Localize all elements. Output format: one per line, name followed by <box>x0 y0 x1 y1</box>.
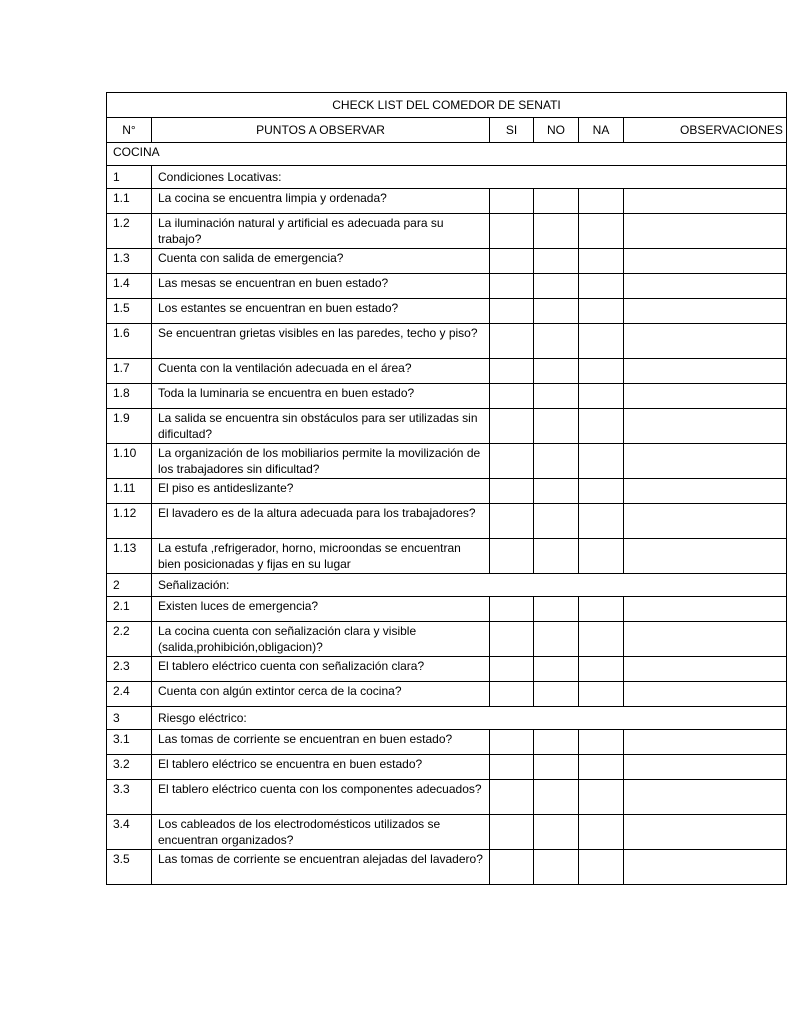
na-cell[interactable] <box>579 324 624 359</box>
item-number: 1.8 <box>107 384 152 409</box>
na-cell[interactable] <box>579 622 624 657</box>
no-cell[interactable] <box>534 214 579 249</box>
document-title: CHECK LIST DEL COMEDOR DE SENATI <box>107 93 787 118</box>
observaciones-cell[interactable] <box>624 504 787 539</box>
checklist-sheet <box>106 92 786 885</box>
no-cell[interactable] <box>534 189 579 214</box>
no-cell[interactable] <box>534 504 579 539</box>
table-row <box>107 850 787 885</box>
group-row <box>107 574 787 597</box>
no-cell[interactable] <box>534 444 579 479</box>
item-text: El lavadero es de la altura adecuada para los trabajadores? <box>152 504 490 539</box>
table-row <box>107 359 787 384</box>
item-number: 1.2 <box>107 214 152 249</box>
observaciones-cell[interactable] <box>624 815 787 850</box>
table-row <box>107 274 787 299</box>
item-text: El piso es antideslizante? <box>152 479 490 504</box>
na-cell[interactable] <box>579 504 624 539</box>
si-cell[interactable] <box>490 359 534 384</box>
na-cell[interactable] <box>579 384 624 409</box>
group-label: Riesgo eléctrico: <box>152 707 787 730</box>
table-row <box>107 189 787 214</box>
observaciones-cell[interactable] <box>624 730 787 755</box>
table-row <box>107 299 787 324</box>
na-cell[interactable] <box>579 274 624 299</box>
item-number: 1.3 <box>107 249 152 274</box>
na-cell[interactable] <box>579 597 624 622</box>
observaciones-cell[interactable] <box>624 479 787 504</box>
table-row <box>107 597 787 622</box>
header-no: NO <box>534 118 579 143</box>
observaciones-cell[interactable] <box>624 444 787 479</box>
item-number: 1.5 <box>107 299 152 324</box>
table-row <box>107 622 787 657</box>
no-cell[interactable] <box>534 324 579 359</box>
no-cell[interactable] <box>534 850 579 885</box>
table-row <box>107 384 787 409</box>
table-row <box>107 755 787 780</box>
na-cell[interactable] <box>579 815 624 850</box>
observaciones-cell[interactable] <box>624 299 787 324</box>
na-cell[interactable] <box>579 479 624 504</box>
no-cell[interactable] <box>534 730 579 755</box>
na-cell[interactable] <box>579 359 624 384</box>
no-cell[interactable] <box>534 409 579 444</box>
si-cell[interactable] <box>490 780 534 815</box>
na-cell[interactable] <box>579 249 624 274</box>
table-row <box>107 249 787 274</box>
no-cell[interactable] <box>534 597 579 622</box>
table-row <box>107 730 787 755</box>
no-cell[interactable] <box>534 657 579 682</box>
observaciones-cell[interactable] <box>624 274 787 299</box>
si-cell[interactable] <box>490 755 534 780</box>
item-text: La iluminación natural y artificial es adecuada para su trabajo? <box>152 214 490 249</box>
item-text: El tablero eléctrico se encuentra en buen estado? <box>152 755 490 780</box>
no-cell[interactable] <box>534 815 579 850</box>
item-number: 3.5 <box>107 850 152 885</box>
si-cell[interactable] <box>490 214 534 249</box>
item-number: 1.11 <box>107 479 152 504</box>
si-cell[interactable] <box>490 409 534 444</box>
item-text: La salida se encuentra sin obstáculos para ser utilizadas sin dificultad? <box>152 409 490 444</box>
no-cell[interactable] <box>534 780 579 815</box>
no-cell[interactable] <box>534 249 579 274</box>
si-cell[interactable] <box>490 682 534 707</box>
observaciones-cell[interactable] <box>624 409 787 444</box>
item-text: Cuenta con algún extintor cerca de la cocina? <box>152 682 490 707</box>
item-number: 2.1 <box>107 597 152 622</box>
observaciones-cell[interactable] <box>624 359 787 384</box>
na-cell[interactable] <box>579 539 624 574</box>
no-cell[interactable] <box>534 539 579 574</box>
observaciones-cell[interactable] <box>624 682 787 707</box>
si-cell[interactable] <box>490 539 534 574</box>
table-row <box>107 409 787 444</box>
item-text: Los estantes se encuentran en buen estado? <box>152 299 490 324</box>
si-cell[interactable] <box>490 850 534 885</box>
table-row <box>107 479 787 504</box>
observaciones-cell[interactable] <box>624 755 787 780</box>
item-text: El tablero eléctrico cuenta con los componentes adecuados? <box>152 780 490 815</box>
item-number: 3.2 <box>107 755 152 780</box>
item-text: El tablero eléctrico cuenta con señalización clara? <box>152 657 490 682</box>
item-number: 1.1 <box>107 189 152 214</box>
item-number: 2.2 <box>107 622 152 657</box>
item-text: Existen luces de emergencia? <box>152 597 490 622</box>
table-row <box>107 504 787 539</box>
na-cell[interactable] <box>579 730 624 755</box>
observaciones-cell[interactable] <box>624 780 787 815</box>
observaciones-cell[interactable] <box>624 850 787 885</box>
header-observaciones: OBSERVACIONES <box>624 118 787 143</box>
no-cell[interactable] <box>534 479 579 504</box>
table-row <box>107 324 787 359</box>
si-cell[interactable] <box>490 597 534 622</box>
group-row <box>107 707 787 730</box>
table-row <box>107 682 787 707</box>
item-number: 1.12 <box>107 504 152 539</box>
item-number: 1.7 <box>107 359 152 384</box>
table-row <box>107 657 787 682</box>
item-text: La estufa ,refrigerador, horno, microondas se encuentran bien posicionadas y fijas en su lugar <box>152 539 490 574</box>
si-cell[interactable] <box>490 657 534 682</box>
group-row <box>107 166 787 189</box>
group-label: Señalización: <box>152 574 787 597</box>
observaciones-cell[interactable] <box>624 249 787 274</box>
title-row <box>107 93 787 118</box>
item-text: Toda la luminaria se encuentra en buen estado? <box>152 384 490 409</box>
header-item: PUNTOS A OBSERVAR <box>152 118 490 143</box>
observaciones-cell[interactable] <box>624 597 787 622</box>
table-row <box>107 214 787 249</box>
group-label: Condiciones Locativas: <box>152 166 787 189</box>
item-number: 1.6 <box>107 324 152 359</box>
item-text: Las tomas de corriente se encuentran en buen estado? <box>152 730 490 755</box>
item-text: Cuenta con salida de emergencia? <box>152 249 490 274</box>
item-text: La cocina se encuentra limpia y ordenada? <box>152 189 490 214</box>
na-cell[interactable] <box>579 214 624 249</box>
si-cell[interactable] <box>490 622 534 657</box>
item-number: 1.10 <box>107 444 152 479</box>
item-number: 2.3 <box>107 657 152 682</box>
si-cell[interactable] <box>490 730 534 755</box>
item-number: 3.1 <box>107 730 152 755</box>
group-number: 2 <box>107 574 152 597</box>
na-cell[interactable] <box>579 850 624 885</box>
table-row <box>107 444 787 479</box>
observaciones-cell[interactable] <box>624 384 787 409</box>
observaciones-cell[interactable] <box>624 324 787 359</box>
si-cell[interactable] <box>490 274 534 299</box>
item-text: Se encuentran grietas visibles en las paredes, techo y piso? <box>152 324 490 359</box>
table-row <box>107 815 787 850</box>
item-number: 2.4 <box>107 682 152 707</box>
na-cell[interactable] <box>579 657 624 682</box>
si-cell[interactable] <box>490 249 534 274</box>
si-cell[interactable] <box>490 384 534 409</box>
si-cell[interactable] <box>490 189 534 214</box>
table-row <box>107 539 787 574</box>
na-cell[interactable] <box>579 755 624 780</box>
no-cell[interactable] <box>534 755 579 780</box>
checklist-table <box>106 92 787 885</box>
section-row <box>107 143 787 166</box>
no-cell[interactable] <box>534 384 579 409</box>
observaciones-cell[interactable] <box>624 539 787 574</box>
item-text: Las mesas se encuentran en buen estado? <box>152 274 490 299</box>
item-text: La organización de los mobiliarios permite la movilización de los trabajadores sin dificultad? <box>152 444 490 479</box>
item-text: Las tomas de corriente se encuentran alejadas del lavadero? <box>152 850 490 885</box>
no-cell[interactable] <box>534 274 579 299</box>
table-row <box>107 780 787 815</box>
observaciones-cell[interactable] <box>624 214 787 249</box>
si-cell[interactable] <box>490 444 534 479</box>
no-cell[interactable] <box>534 682 579 707</box>
na-cell[interactable] <box>579 189 624 214</box>
item-number: 1.9 <box>107 409 152 444</box>
header-num: N° <box>107 118 152 143</box>
header-na: NA <box>579 118 624 143</box>
observaciones-cell[interactable] <box>624 657 787 682</box>
no-cell[interactable] <box>534 622 579 657</box>
si-cell[interactable] <box>490 815 534 850</box>
no-cell[interactable] <box>534 299 579 324</box>
header-row <box>107 118 787 143</box>
section-label: COCINA <box>107 143 787 166</box>
si-cell[interactable] <box>490 299 534 324</box>
header-si: SI <box>490 118 534 143</box>
na-cell[interactable] <box>579 682 624 707</box>
observaciones-cell[interactable] <box>624 622 787 657</box>
item-number: 3.4 <box>107 815 152 850</box>
item-number: 3.3 <box>107 780 152 815</box>
group-number: 1 <box>107 166 152 189</box>
na-cell[interactable] <box>579 299 624 324</box>
si-cell[interactable] <box>490 324 534 359</box>
item-text: Los cableados de los electrodomésticos utilizados se encuentran organizados? <box>152 815 490 850</box>
si-cell[interactable] <box>490 504 534 539</box>
group-number: 3 <box>107 707 152 730</box>
observaciones-cell[interactable] <box>624 189 787 214</box>
no-cell[interactable] <box>534 359 579 384</box>
item-text: La cocina cuenta con señalización clara y visible (salida,prohibición,obligacion)? <box>152 622 490 657</box>
na-cell[interactable] <box>579 409 624 444</box>
item-text: Cuenta con la ventilación adecuada en el área? <box>152 359 490 384</box>
na-cell[interactable] <box>579 444 624 479</box>
si-cell[interactable] <box>490 479 534 504</box>
item-number: 1.13 <box>107 539 152 574</box>
item-number: 1.4 <box>107 274 152 299</box>
na-cell[interactable] <box>579 780 624 815</box>
